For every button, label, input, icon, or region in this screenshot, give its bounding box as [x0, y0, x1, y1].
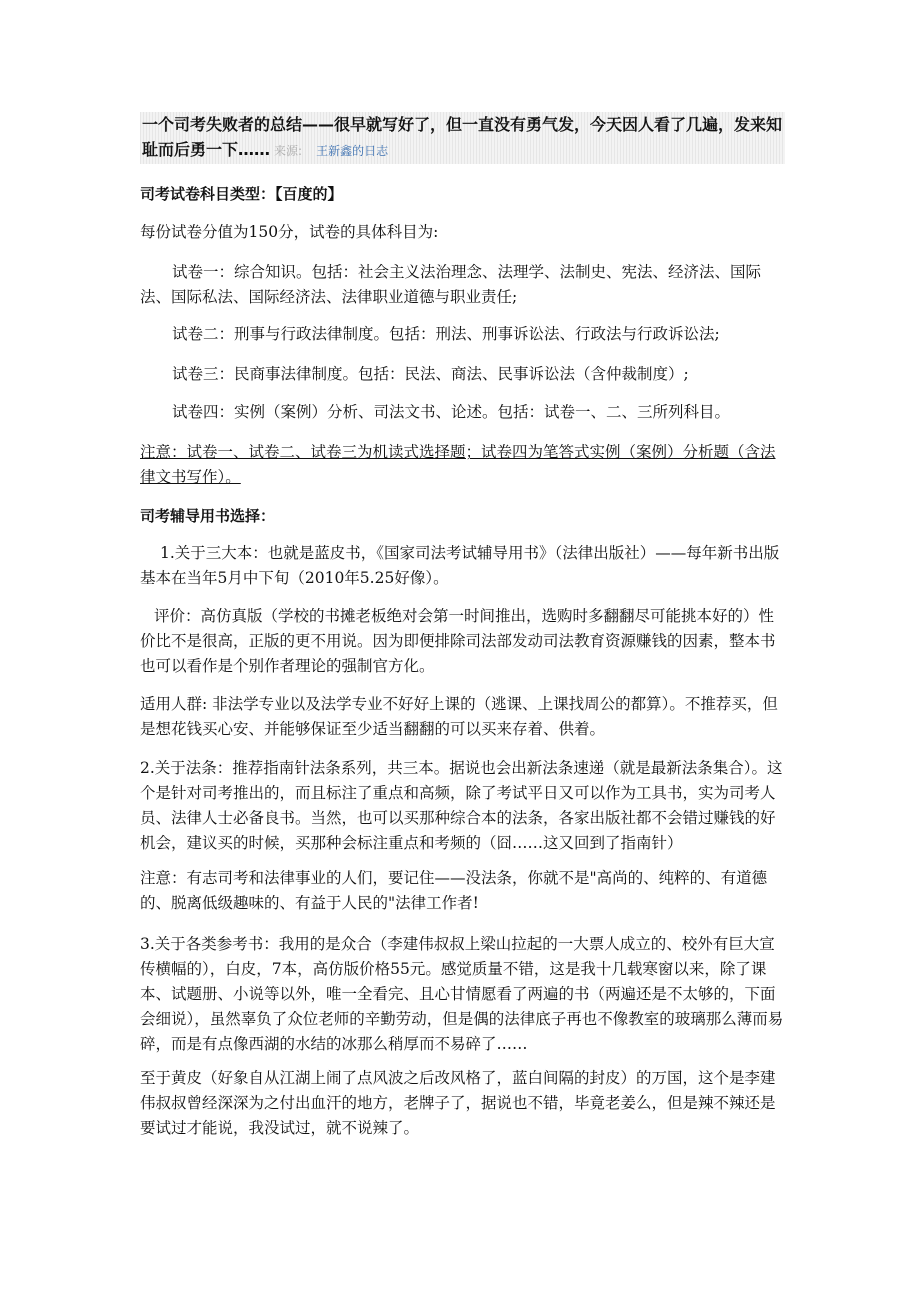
source-label: 来源: — [274, 144, 303, 158]
paper-item: 试卷三：民商事法律制度。包括：民法、商法、民事诉讼法（含仲裁制度）; — [172, 365, 689, 383]
paper-item: 试卷二：刑事与行政法律制度。包括：刑法、刑事诉讼法、行政法与行政诉讼法; — [172, 325, 720, 343]
paragraph-evaluation: 评价：高仿真版（学校的书摊老板绝对会第一时间推出，选购时多翻翻尽可能挑本好的）性价比不是很高，正版的更不用说。因为即便排除司法部发动司法教育资源赚钱的因素，整本书也可以看作是个别作者理论的强制官方化。 — [140, 607, 776, 675]
paper-item: 试卷四：实例（案例）分析、司法文书、论述。包括：试卷一、二、三所列科目。 — [172, 403, 731, 421]
paper-item: 试卷一：综合知识。包括：社会主义法治理念、法理学、法制史、宪法、经济法、国际法、国际私法、国际经济法、法律职业道德与职业责任; — [140, 263, 762, 306]
article-title-bar — [140, 112, 785, 164]
article-title: 一个司考失败者的总结——很早就写好了，但一直没有勇气发，今天因人看了几遍，发来知耻而后勇一下…… — [142, 115, 783, 159]
exam-note: 注意：试卷一、试卷二、试卷三为机读式选择题；试卷四为笔答式实例（案例）分析题（含法律文书写作）。 — [140, 443, 776, 486]
exam-intro: 每份试卷分值为150分，试卷的具体科目为: — [140, 223, 439, 241]
paragraph-statutes: 2.关于法条：推荐指南针法条系列，共三本。据说也会出新法条速递（就是最新法条集合）。这个是针对司考推出的，而且标注了重点和高频，除了考试平日又可以作为工具书，实为司考人员、法律人士必备良书。当然，也可以买那种综合本的法条，各家出版社都不会错过赚钱的好机会，建议买的时候，买那种会标注重点和考频的（囧……这又回到了指南针） — [140, 759, 783, 852]
paragraph-target-audience: 适用人群: 非法学专业以及法学专业不好好上课的（逃课、上课找周公的都算）。不推荐买，但是想花钱买心安、并能够保证至少适当翻翻的可以买来存着、供着。 — [140, 695, 778, 738]
source-link[interactable]: 王新鑫的日志 — [316, 144, 389, 158]
section-heading-exam-types: 司考试卷科目类型：【百度的】 — [140, 185, 343, 203]
paragraph-note-statutes: 注意：有志司考和法律事业的人们，要记住——没法条，你就不是"高尚的、纯粹的、有道德的、脱离低级趣味的、有益于人民的"法律工作者! — [140, 869, 768, 912]
section-heading-books: 司考辅导用书选择： — [140, 507, 276, 525]
paragraph-reference-books: 3.关于各类参考书：我用的是众合（李建伟叔叔上梁山拉起的一大票人成立的、校外有巨大宣传横幅的），白皮，7本，高仿版价格55元。感觉质量不错，这是我十几载寒窗以来，除了课本、试题册、小说等以外，唯一全看完、且心甘情愿看了两遍的书（两遍还是不太够的，下面会细说），虽然辜负了众位老师的辛勤劳动，但是偶的法律底子再也不像教室的玻璃那么薄而易碎，而是有点像西湖的水结的冰那么稍厚而不易碎了…… — [140, 935, 784, 1053]
paragraph-three-books: 1.关于三大本：也就是蓝皮书，《国家司法考试辅导用书》（法律出版社）——每年新书出版基本在当年5月中下旬（2010年5.25好像）。 — [140, 544, 780, 587]
paragraph-yellow-books: 至于黄皮（好象自从江湖上闹了点风波之后改风格了，蓝白间隔的封皮）的万国，这个是李建伟叔叔曾经深深为之付出血汗的地方，老牌子了，据说也不错，毕竟老姜么，但是辣不辣还是要试过才能说，我没试过，就不说辣了。 — [140, 1069, 776, 1137]
